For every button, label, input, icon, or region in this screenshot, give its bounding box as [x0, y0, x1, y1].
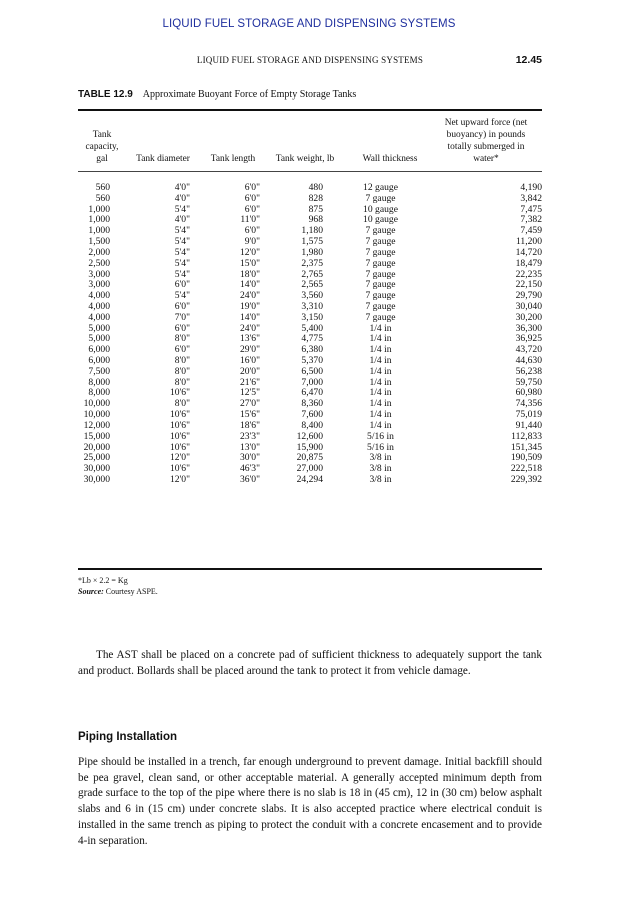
cell-length: 15'0": [239, 257, 260, 269]
cell-length: 21'6": [239, 376, 260, 388]
cell-capacity: 5,000: [88, 322, 110, 334]
cell-capacity: 6,000: [88, 355, 110, 366]
cell-weight: 3,560: [301, 290, 323, 302]
cell-length: 30'0": [239, 452, 260, 464]
cell-length: 23'3": [239, 430, 260, 442]
cell-diameter: 4'0": [174, 182, 190, 193]
cell-diameter: 4'0": [174, 214, 190, 226]
cell-force: 11,200: [515, 236, 542, 248]
cell-diameter: 5'4": [174, 203, 190, 215]
cell-capacity: 10,000: [83, 398, 110, 410]
cell-weight: 4,775: [301, 333, 323, 345]
cell-diameter: 5'4": [174, 290, 190, 302]
table-body: [78, 183, 542, 486]
cell-capacity: 1,000: [88, 214, 110, 226]
cell-weight: 7,600: [301, 409, 323, 421]
cell-length: 12'0": [239, 246, 260, 258]
header-weight: Tank weight, lb: [275, 154, 335, 164]
cell-diameter: 5'4": [174, 268, 190, 280]
table-title: Approximate Buoyant Force of Empty Storage Tanks: [142, 89, 357, 100]
cell-capacity: 30,000: [83, 463, 110, 475]
cell-diameter: 10'6": [169, 430, 190, 442]
cell-force: 4,190: [520, 182, 542, 193]
cell-wall: 1/4 in: [369, 355, 392, 366]
cell-diameter: 8'0": [174, 365, 190, 377]
cell-force: 75,019: [515, 409, 542, 421]
cell-force: 36,300: [515, 322, 542, 334]
cell-diameter: 5'4": [174, 225, 190, 237]
table-row: [78, 313, 542, 324]
cell-weight: 6,500: [301, 365, 323, 377]
cell-wall: 5/16 in: [367, 430, 394, 442]
cell-force: 43,720: [515, 344, 542, 356]
cell-wall: 12 gauge: [363, 182, 398, 193]
cell-length: 6'0": [244, 203, 260, 215]
header-capacity: [78, 129, 126, 165]
cell-length: 13'6": [239, 333, 260, 345]
cell-weight: 20,875: [296, 452, 323, 464]
table-label: TABLE 12.9: [78, 89, 133, 100]
cell-wall: 7 gauge: [365, 300, 396, 312]
cell-force: 36,925: [515, 333, 542, 345]
cell-weight: 1,980: [301, 246, 323, 258]
cell-diameter: 5'4": [174, 246, 190, 258]
cell-capacity: 2,000: [88, 246, 110, 258]
cell-weight: 3,310: [301, 300, 323, 312]
cell-weight: 968: [308, 214, 323, 226]
cell-capacity: 8,000: [88, 387, 110, 399]
cell-wall: 1/4 in: [369, 398, 392, 410]
cell-diameter: 10'6": [169, 387, 190, 399]
cell-length: 6'0": [244, 182, 260, 193]
cell-wall: 3/8 in: [369, 452, 392, 464]
table-footnote: *Lb × 2.2 = Kg: [78, 576, 128, 585]
cell-capacity: 4,000: [88, 311, 110, 323]
cell-capacity: 12,000: [83, 419, 110, 431]
table-row: [78, 475, 542, 486]
cell-wall: 7 gauge: [365, 236, 396, 248]
cell-force: 3,842: [520, 192, 542, 204]
cell-force: 30,200: [515, 311, 542, 323]
cell-wall: 1/4 in: [369, 387, 392, 399]
table-top-rule: [78, 109, 542, 111]
cell-length: 27'0": [239, 398, 260, 410]
cell-force: 14,720: [515, 246, 542, 258]
cell-capacity: 7,500: [88, 365, 110, 377]
cell-weight: 15,900: [296, 441, 323, 453]
cell-weight: 875: [308, 203, 323, 215]
cell-diameter: 6'0": [174, 344, 190, 356]
cell-diameter: 10'6": [169, 419, 190, 431]
cell-length: 6'0": [244, 225, 260, 237]
cell-capacity: 560: [95, 182, 110, 193]
cell-capacity: 25,000: [83, 452, 110, 464]
cell-length: 12'5": [239, 387, 260, 399]
table-bottom-rule: [78, 568, 542, 570]
cell-weight: 6,380: [301, 344, 323, 356]
cell-wall: 7 gauge: [365, 279, 396, 291]
cell-length: 6'0": [244, 192, 260, 204]
paragraph-ast-pad: The AST shall be placed on a concrete pad of sufficient thickness to adequately support the tank and product. Bollards shall be placed around the tank to protect it from vehicle damage.: [78, 649, 542, 677]
cell-capacity: 2,500: [88, 257, 110, 269]
cell-force: 74,356: [515, 398, 542, 410]
cell-weight: 3,150: [301, 311, 323, 323]
cell-wall: 7 gauge: [365, 225, 396, 237]
table-row: [78, 367, 542, 378]
cell-wall: 3/8 in: [369, 463, 392, 475]
cell-length: 15'6": [239, 409, 260, 421]
table-row: [78, 194, 542, 205]
cell-capacity: 8,000: [88, 376, 110, 388]
cell-capacity: 15,000: [83, 430, 110, 442]
cell-length: 14'0": [239, 279, 260, 291]
cell-length: 20'0": [239, 365, 260, 377]
running-head: LIQUID FUEL STORAGE AND DISPENSING SYSTEMS: [162, 18, 456, 30]
cell-diameter: 5'4": [174, 236, 190, 248]
cell-force: 22,150: [515, 279, 542, 291]
cell-wall: 7 gauge: [365, 257, 396, 269]
cell-weight: 7,000: [301, 376, 323, 388]
cell-weight: 6,470: [301, 387, 323, 399]
cell-weight: 1,575: [301, 236, 323, 248]
cell-force: 151,345: [510, 441, 542, 453]
cell-force: 22,235: [515, 268, 542, 280]
cell-wall: 7 gauge: [365, 268, 396, 280]
cell-diameter: 7'0": [174, 311, 190, 323]
cell-force: 7,475: [520, 203, 542, 215]
header-capacity-line: Tank: [92, 130, 112, 140]
paragraph-piping: Pipe should be installed in a trench, far enough underground to prevent damage. Initial backfill should be pea gravel, clean sand, or other acceptable material. A generally accepted minimum depth from grade surface to the top of the pipe where there is no slab is 18 in (45 cm), 12 in (30 cm) below asphalt slabs and 6 in (15 cm) under concrete slabs. It is also accepted practice where electrical conduit is installed in the same trench as piping to protect the conduit with a concrete encasement and to provide 4-in separation.: [78, 756, 542, 847]
cell-length: 11'0": [240, 214, 260, 226]
cell-wall: 3/8 in: [369, 473, 392, 485]
header-wall-thickness: Wall thickness: [362, 154, 418, 164]
page-number: 12.45: [515, 54, 542, 66]
table-source: [78, 586, 158, 597]
cell-length: 19'0": [239, 300, 260, 312]
page-header-title: LIQUID FUEL STORAGE AND DISPENSING SYSTEMS: [196, 55, 424, 65]
cell-force: 7,382: [520, 214, 542, 226]
table-header-rule: [78, 171, 542, 172]
cell-capacity: 3,000: [88, 268, 110, 280]
cell-weight: 24,294: [296, 473, 323, 485]
cell-capacity: 20,000: [83, 441, 110, 453]
cell-force: 29,790: [515, 290, 542, 302]
cell-capacity: 1,000: [88, 203, 110, 215]
cell-diameter: 10'6": [169, 441, 190, 453]
header-force-line: water*: [473, 154, 499, 164]
cell-length: 29'0": [239, 344, 260, 356]
cell-force: 229,392: [510, 473, 542, 485]
cell-weight: 2,375: [301, 257, 323, 269]
cell-diameter: 12'0": [169, 473, 190, 485]
cell-force: 91,440: [515, 419, 542, 431]
header-capacity-line: gal: [96, 154, 108, 164]
cell-length: 24'0": [239, 322, 260, 334]
cell-length: 9'0": [244, 236, 260, 248]
cell-weight: 828: [308, 192, 323, 204]
cell-length: 36'0": [239, 473, 260, 485]
cell-force: 44,630: [515, 355, 542, 366]
header-length: Tank length: [210, 154, 256, 164]
header-net-force: [430, 117, 542, 165]
cell-wall: 7 gauge: [365, 311, 396, 323]
cell-force: 60,980: [515, 387, 542, 399]
header-force-line: totally submerged in: [447, 142, 525, 152]
table-caption: [78, 89, 356, 100]
table-notes: [78, 575, 158, 597]
cell-diameter: 10'6": [169, 409, 190, 421]
cell-wall: 1/4 in: [369, 376, 392, 388]
cell-capacity: 5,000: [88, 333, 110, 345]
cell-length: 18'6": [239, 419, 260, 431]
cell-wall: 5/16 in: [367, 441, 394, 453]
cell-weight: 12,600: [296, 430, 323, 442]
cell-capacity: 1,000: [88, 225, 110, 237]
cell-force: 7,459: [520, 225, 542, 237]
cell-weight: 2,565: [301, 279, 323, 291]
cell-weight: 2,765: [301, 268, 323, 280]
cell-force: 30,040: [515, 300, 542, 312]
section-heading-piping: Piping Installation: [78, 731, 178, 743]
cell-wall: 7 gauge: [365, 192, 396, 204]
header-capacity-line: capacity,: [85, 142, 119, 152]
cell-diameter: 8'0": [174, 333, 190, 345]
cell-wall: 10 gauge: [363, 203, 398, 215]
table-row: [78, 432, 542, 443]
header-force-line: buoyancy) in pounds: [446, 130, 526, 140]
cell-force: 59,750: [515, 376, 542, 388]
cell-weight: 5,370: [301, 355, 323, 366]
cell-force: 190,509: [510, 452, 542, 464]
cell-force: 112,833: [511, 430, 542, 442]
cell-capacity: 6,000: [88, 344, 110, 356]
cell-length: 14'0": [239, 311, 260, 323]
cell-weight: 480: [308, 182, 323, 193]
source-label: Source:: [78, 587, 104, 596]
cell-capacity: 10,000: [83, 409, 110, 421]
cell-wall: 1/4 in: [369, 322, 392, 334]
cell-wall: 1/4 in: [369, 409, 392, 421]
cell-diameter: 6'0": [174, 279, 190, 291]
cell-diameter: 8'0": [174, 355, 190, 366]
cell-diameter: 8'0": [174, 398, 190, 410]
cell-capacity: 30,000: [83, 473, 110, 485]
table-row: [78, 259, 542, 270]
cell-wall: 1/4 in: [369, 419, 392, 431]
cell-diameter: 6'0": [174, 300, 190, 312]
cell-weight: 8,400: [301, 419, 323, 431]
page-header: [78, 55, 542, 69]
header-force-line: Net upward force (net: [444, 118, 528, 128]
cell-force: 222,518: [510, 463, 542, 475]
cell-force: 56,238: [515, 365, 542, 377]
cell-diameter: 6'0": [174, 322, 190, 334]
cell-diameter: 12'0": [169, 452, 190, 464]
cell-length: 13'0": [239, 441, 260, 453]
cell-weight: 8,360: [301, 398, 323, 410]
cell-diameter: 5'4": [174, 257, 190, 269]
cell-capacity: 4,000: [88, 290, 110, 302]
cell-weight: 27,000: [296, 463, 323, 475]
cell-wall: 1/4 in: [369, 365, 392, 377]
cell-capacity: 4,000: [88, 300, 110, 312]
cell-wall: 7 gauge: [365, 290, 396, 302]
cell-length: 46'3": [239, 463, 260, 475]
cell-wall: 7 gauge: [365, 246, 396, 258]
cell-weight: 5,400: [301, 322, 323, 334]
cell-wall: 1/4 in: [369, 344, 392, 356]
cell-wall: 1/4 in: [369, 333, 392, 345]
header-diameter: Tank diameter: [136, 154, 190, 164]
cell-wall: 10 gauge: [363, 214, 398, 226]
source-text: Courtesy ASPE.: [105, 587, 158, 596]
cell-force: 18,479: [515, 257, 542, 269]
cell-diameter: 4'0": [174, 192, 190, 204]
cell-length: 24'0": [239, 290, 260, 302]
cell-length: 18'0": [239, 268, 260, 280]
cell-capacity: 3,000: [88, 279, 110, 291]
cell-capacity: 1,500: [88, 236, 110, 248]
cell-weight: 1,180: [301, 225, 323, 237]
cell-length: 16'0": [239, 355, 260, 366]
buoyant-force-table: [78, 183, 542, 486]
cell-diameter: 8'0": [174, 376, 190, 388]
cell-diameter: 10'6": [169, 463, 190, 475]
cell-capacity: 560: [95, 192, 110, 204]
